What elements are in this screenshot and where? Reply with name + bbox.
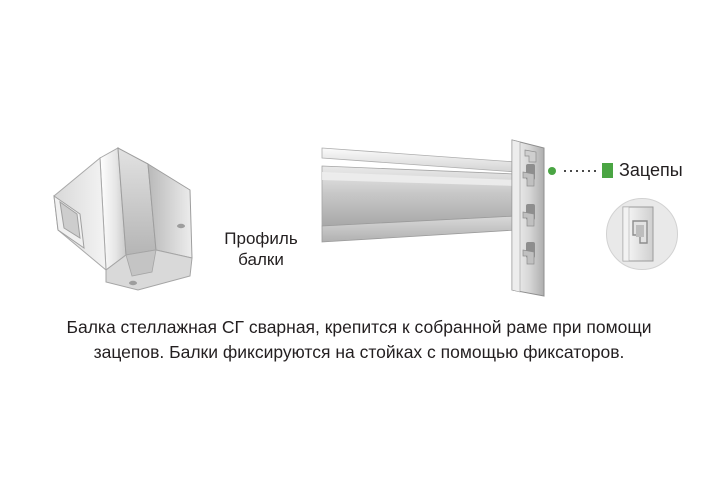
profile-label-line2: балки: [238, 250, 284, 269]
hooks-callout: [548, 160, 683, 181]
beam-profile-illustration: [40, 130, 215, 295]
hook-detail-inset: [606, 198, 678, 270]
hooks-callout-label: Зацепы: [619, 160, 683, 180]
figure-caption: [24, 315, 694, 365]
beam-illustration: [320, 130, 580, 310]
green-square-icon: [602, 163, 613, 178]
caption-line1: Балка стеллажная СГ сварная, крепится к собранной раме при помощи: [66, 317, 652, 337]
profile-label: [196, 228, 326, 270]
caption-line2: зацепов. Балки фиксируются на стойках с помощью фиксаторов.: [93, 342, 625, 362]
green-dot-icon: [548, 167, 556, 175]
profile-label-line1: Профиль: [224, 229, 298, 248]
dotted-leader-icon: [562, 170, 596, 172]
